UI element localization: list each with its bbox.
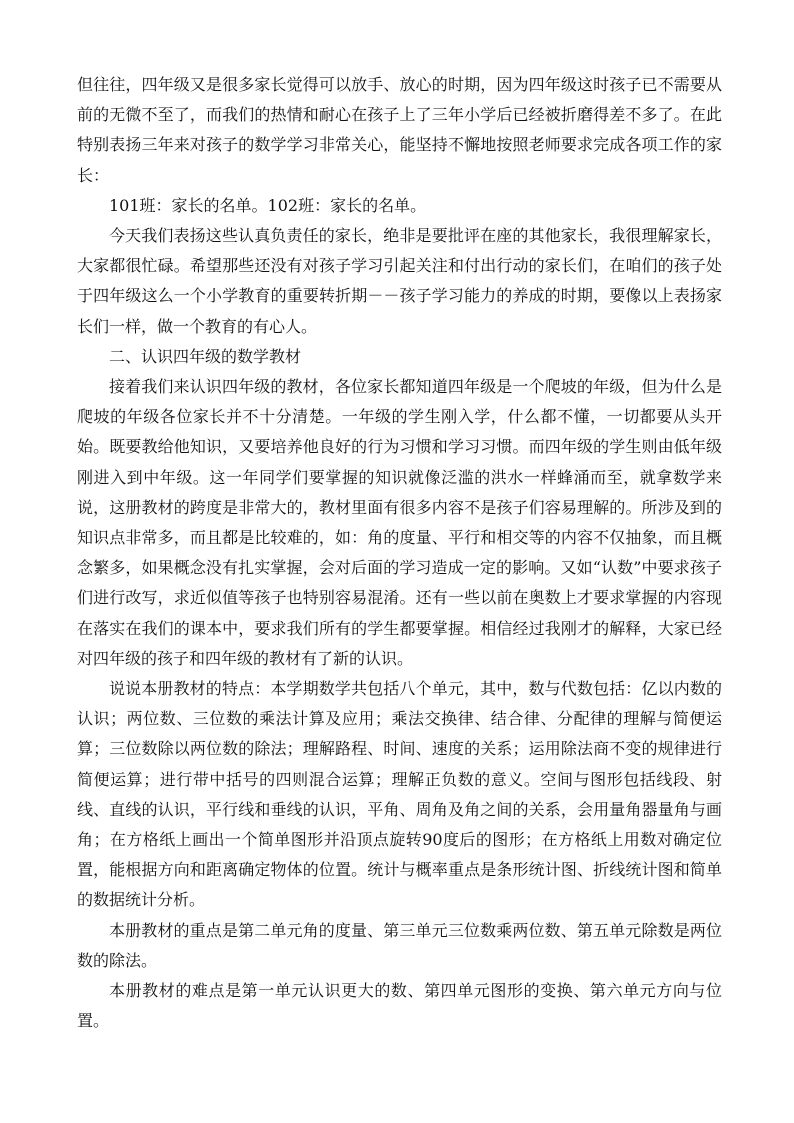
paragraph-textbook-intro: 接着我们来认识四年级的教材，各位家长都知道四年级是一个爬坡的年级，但为什么是爬坡的年级各位家长并不十分清楚。一年级的学生刚入学，什么都不懂，一切都要从头开始。既要教给他知识，又要培养他良好的行为习惯和学习习惯。而四年级的学生则由低年级刚进入到中年级。这一年同学们要掌握的知识就像泛滥的洪水一样蜂涌而至，就拿数学来说，这册教材的跨度是非常大的，教材里面有很多内容不是孩子们容易理解的。所涉及到的知识点非常多，而且都是比较难的，如：角的度量、平行和相交等的内容不仅抽象，而且概念繁多，如果概念没有扎实掌握，会对后面的学习造成一定的影响。又如“认数”中要求孩子们进行改写，求近似值等孩子也特别容易混淆。还有一些以前在奥数上才要求掌握的内容现在落实在我们的课本中，要求我们所有的学生都要掌握。相信经过我刚才的解释，大家已经对四年级的孩子和四年级的教材有了新的认识。 [77, 377, 722, 668]
document-page [77, 70, 722, 1037]
paragraph-continuation: 但往往，四年级又是很多家长觉得可以放手、放心的时期，因为四年级这时孩子已不需要从前的无微不至了，而我们的热情和耐心在孩子上了三年小学后已经被折磨得差不多了。在此特别表扬三年来对孩子的数学学习非常关心，能坚持不懈地按照老师要求完成各项工作的家长： [77, 75, 722, 185]
paragraph-textbook-features: 说说本册教材的特点：本学期数学共包括八个单元，其中，数与代数包括：亿以内数的认识；两位数、三位数的乘法计算及应用；乘法交换律、结合律、分配律的理解与简便运算；三位数除以两位数的除法；理解路程、时间、速度的关系；运用除法商不变的规律进行简便运算；进行带中括号的四则混合运算；理解正负数的意义。空间与图形包括线段、射线、直线的认识，平行线和垂线的认识，平角、周角及角之间的关系，会用量角器量角与画角；在方格纸上画出一个简单图形并沿顶点旋转90度后的图形；在方格纸上用数对确定位置，能根据方向和距离确定物体的位置。统计与概率重点是条形统计图、折线统计图和简单的数据统计分析。 [77, 679, 722, 910]
paragraph-class-list: 101班：家长的名单。102班：家长的名单。 [109, 195, 427, 215]
paragraph-difficult-points: 本册教材的难点是第一单元认识更大的数、第四单元图形的变换、第六单元方向与位置。 [77, 981, 722, 1031]
paragraph-key-points: 本册教材的重点是第二单元角的度量、第三单元三位数乘两位数、第五单元除数是两位数的除法。 [77, 920, 722, 970]
section-heading: 二、认识四年级的数学教材 [109, 346, 302, 366]
paragraph-praise: 今天我们表扬这些认真负责任的家长，绝非是要批评在座的其他家长，我很理解家长，大家都很忙碌。希望那些还没有对孩子学习引起关注和付出行动的家长们，在咱们的孩子处于四年级这么一个小学教育的重要转折期－－孩子学习能力的养成的时期，要像以上表扬家长们一样，做一个教育的有心人。 [77, 226, 722, 336]
